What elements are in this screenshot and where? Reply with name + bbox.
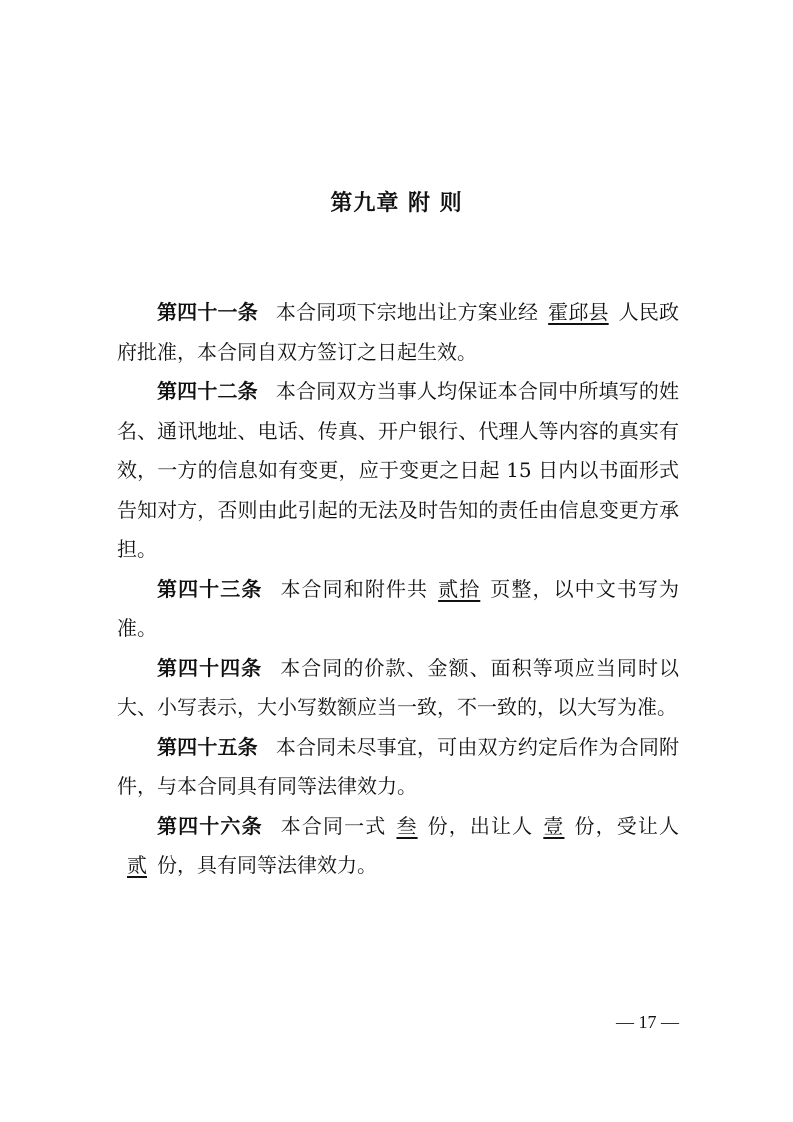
article-text: 本合同和附件共 <box>280 576 429 601</box>
article-label: 第四十四条 <box>157 655 263 680</box>
article-text: 页整，以中文书写为准。 <box>117 576 680 640</box>
article-text: 本合同未尽事宜，可由双方约定后作为合同附件，与本合同具有同等法律效力。 <box>117 734 680 798</box>
article-label: 第四十三条 <box>157 576 263 601</box>
filled-blank: 霍邱县 <box>548 300 609 324</box>
article-label: 第四十一条 <box>157 300 258 324</box>
article-text: 本合同双方当事人均保证本合同中所填写的姓名、通讯地址、电话、传真、开户银行、代理人等内容的真实有效，一方的信息如有变更，应于变更之日起 15 日内以书面形式告知对方，否则由此引起的无法及时告知的责任由信息变更方承担。 <box>117 379 680 561</box>
article-text: 人民政府批准，本合同自双方签订之日起生效。 <box>117 300 680 364</box>
article-42 <box>117 372 679 570</box>
filled-blank: 贰 <box>127 853 147 877</box>
article-text: 份，出让人 <box>427 813 534 838</box>
article-label: 第四十二条 <box>157 379 258 403</box>
article-44 <box>117 649 679 728</box>
article-text: 份，受让人 <box>574 813 680 838</box>
article-text: 份，具有同等法律效力。 <box>157 853 377 877</box>
article-label: 第四十六条 <box>157 813 263 838</box>
filled-blank: 壹 <box>543 813 565 838</box>
article-label: 第四十五条 <box>157 734 258 759</box>
filled-blank: 叁 <box>396 813 418 838</box>
article-46 <box>117 807 679 886</box>
article-43 <box>117 570 679 649</box>
article-45 <box>117 728 679 807</box>
page-number: — 17 — <box>616 1012 679 1032</box>
chapter-title: 第九章 附 则 <box>330 191 463 216</box>
article-text: 本合同一式 <box>280 813 387 838</box>
filled-blank: 贰拾 <box>438 576 481 601</box>
article-text: 本合同的价款、金额、面积等项应当同时以大、小写表示，大小写数额应当一致，不一致的，以大写为准。 <box>117 655 680 719</box>
articles-body <box>117 293 679 886</box>
article-41 <box>117 293 679 372</box>
article-text: 本合同项下宗地出让方案业经 <box>275 300 539 324</box>
